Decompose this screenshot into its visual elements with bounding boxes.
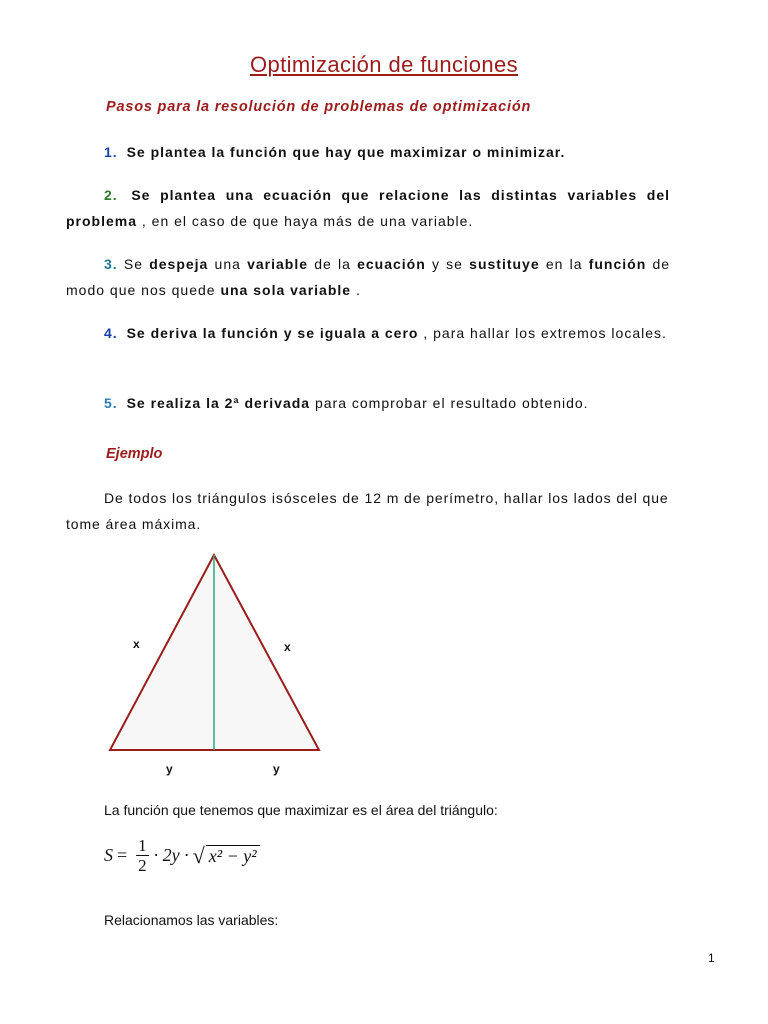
step-bold-text: Se realiza la 2ª derivada: [126, 395, 311, 411]
step-bold-text: una sola variable: [220, 282, 352, 298]
fraction-denominator: 2: [138, 856, 147, 875]
step-1: [66, 139, 670, 165]
step-number: 4.: [104, 325, 118, 341]
triangle-figure: [100, 545, 330, 760]
step-bold-text: Se deriva la función y se iguala a cero: [126, 325, 419, 341]
formula-equals: =: [117, 845, 128, 865]
sqrt-icon: √: [192, 842, 205, 868]
step-bold-text: Se plantea la función que hay que maximizar o minimizar.: [126, 144, 566, 160]
formula-lhs: S: [104, 845, 113, 865]
label-base-left: y: [166, 762, 173, 776]
formula-middle: · 2y ·: [153, 845, 189, 865]
label-base-right: y: [273, 762, 280, 776]
formula-radicand: x² − y²: [206, 845, 260, 866]
label-right-side: x: [284, 640, 291, 654]
step-bold-text: despeja: [149, 256, 209, 272]
step-text: , en el caso de que haya más de una variable.: [137, 213, 474, 229]
step-bold-text: sustituye: [469, 256, 540, 272]
step-number: 3.: [104, 256, 118, 272]
step-4: [66, 320, 670, 346]
step-number: 1.: [104, 144, 118, 160]
page-number: 1: [708, 951, 715, 965]
step-bold-text: Se plantea una ecuación que relacione las distintas variables del problema: [66, 187, 671, 229]
step-2: [66, 182, 670, 234]
step-5: [66, 390, 670, 416]
step-text: [66, 256, 670, 298]
step-text: de modo que nos quede: [66, 256, 671, 298]
formula-fraction: [136, 836, 149, 875]
step-text: una: [208, 256, 248, 272]
section-subtitle: Pasos para la resolución de problemas de optimización: [106, 99, 532, 115]
example-text: De todos los triángulos isósceles de 12 m de perímetro, hallar los lados del que tome área máxima.: [66, 490, 669, 532]
step-number: 5.: [104, 395, 118, 411]
step-3: [66, 251, 670, 303]
relate-text: Relacionamos las variables:: [104, 912, 279, 928]
example-heading: Ejemplo: [106, 446, 163, 462]
step-bold-text: variable: [247, 256, 309, 272]
step-text: de la: [308, 256, 358, 272]
page-title: Optimización de funciones: [249, 52, 519, 77]
step-text: Se: [117, 256, 150, 272]
step-text: en la: [539, 256, 589, 272]
step-text: para comprobar el resultado obtenido.: [310, 395, 589, 411]
label-left-side: x: [133, 637, 140, 651]
step-bold-text: función: [588, 256, 647, 272]
step-number: 2.: [104, 187, 118, 203]
step-bold-text: ecuación: [357, 256, 426, 272]
step-text: y se: [425, 256, 470, 272]
step-text: .: [351, 282, 361, 298]
function-text: La función que tenemos que maximizar es el área del triángulo:: [104, 802, 498, 818]
step-text: , para hallar los extremos locales.: [418, 325, 667, 341]
area-formula: [104, 836, 260, 875]
fraction-numerator: 1: [138, 836, 147, 855]
